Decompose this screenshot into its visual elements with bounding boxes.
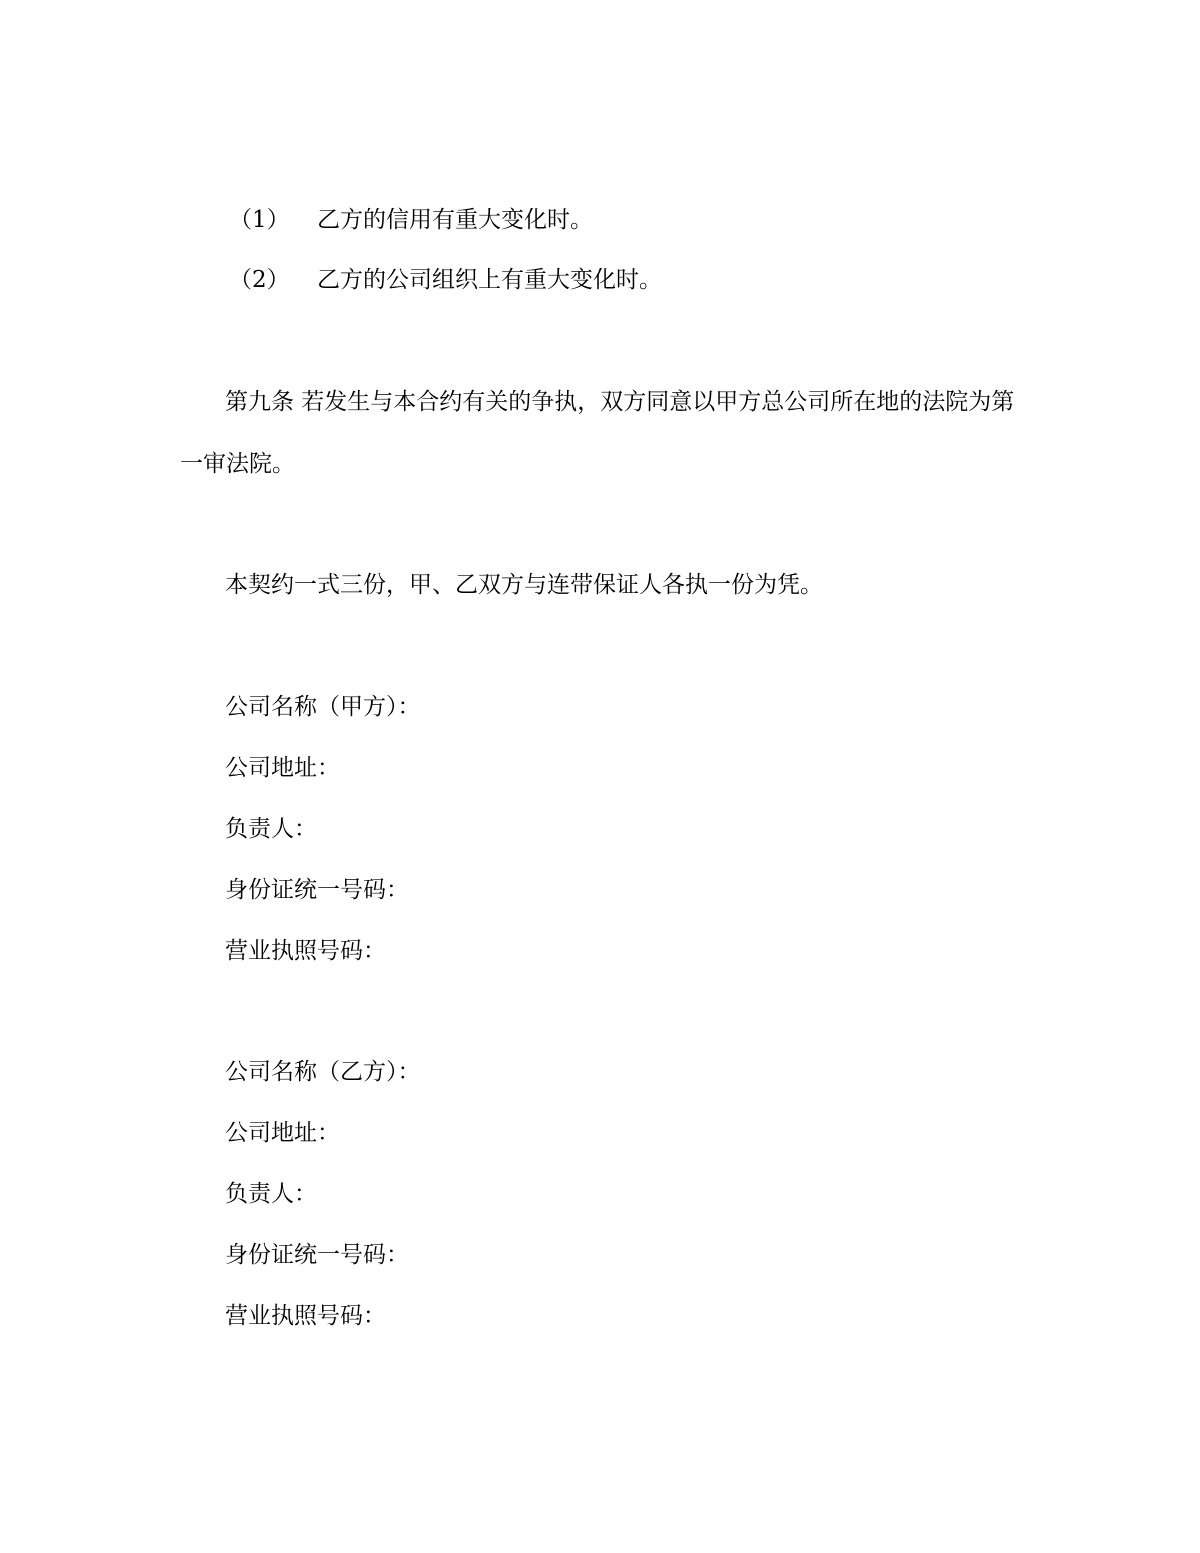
copies-clause: 本契约一式三份，甲、乙双方与连带保证人各执一份为凭。 (225, 572, 823, 598)
article-9-line-2: 一审法院。 (180, 451, 295, 477)
list-item (229, 205, 593, 235)
party-a-name-field: 公司名称（甲方）： (225, 694, 421, 720)
list-item (229, 265, 662, 295)
party-a-license-field: 营业执照号码： (225, 938, 386, 964)
party-a-address-field: 公司地址： (225, 755, 340, 781)
item-text: 乙方的公司组织上有重大变化时。 (317, 267, 662, 293)
item-text: 乙方的信用有重大变化时。 (317, 207, 593, 233)
party-a-principal-field: 负责人： (225, 816, 317, 842)
party-b-license-field: 营业执照号码： (225, 1303, 386, 1329)
party-a-id-field: 身份证统一号码： (225, 877, 409, 903)
party-b-principal-field: 负责人： (225, 1181, 317, 1207)
party-b-id-field: 身份证统一号码： (225, 1242, 409, 1268)
article-9-line-1: 第九条 若发生与本合约有关的争执，双方同意以甲方总公司所在地的法院为第 (225, 389, 1015, 415)
item-number: （2） (229, 267, 290, 293)
party-b-name-field: 公司名称（乙方）： (225, 1059, 421, 1085)
item-number: （1） (229, 207, 290, 233)
party-b-address-field: 公司地址： (225, 1120, 340, 1146)
